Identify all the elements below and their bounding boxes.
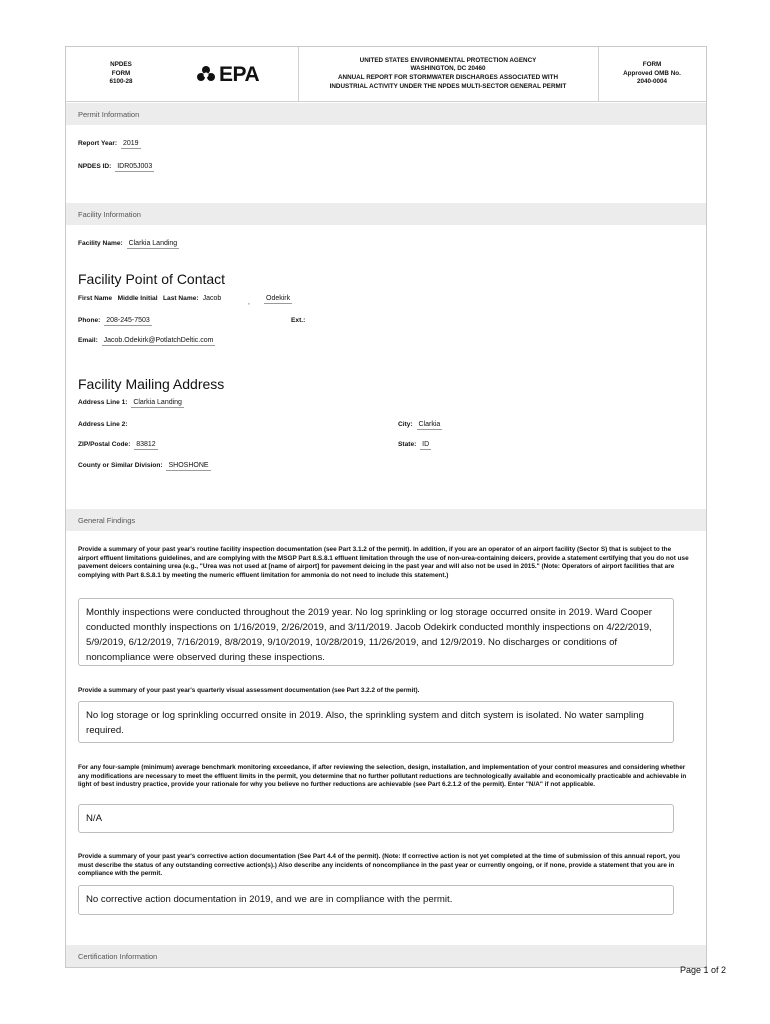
report-year-field: Report Year: 2019 xyxy=(78,140,139,147)
contact-heading: Facility Point of Contact xyxy=(78,271,226,287)
general-findings-header: General Findings xyxy=(66,509,706,531)
last-name-value: Odekirk xyxy=(266,295,291,302)
state-field: State: ID xyxy=(398,441,430,448)
mailing-heading: Facility Mailing Address xyxy=(78,376,225,392)
county-field: County or Similar Division: SHOSHONE xyxy=(78,462,209,469)
corrective-action-question: Provide a summary of your past year's corrective action documentation (See Part 4.4 of the permit). (Note: If corrective action is not yet completed at the time of submission of this annual report, you must describe the status of any outstanding corrective action(s).) Also describe any incidents of noncompliance in the past year or currently ongoing, or if none, provide a statement that you are in compliance with the permit. xyxy=(78,853,681,878)
form-page: NPDES FORM 6100-28 EPA UNITED STATES ENVIRONMENTAL PROTECTION AGENCY WASHINGTON, DC 20460 ANNUAL REPORT FOR STORMWATER DISCHARGES ASSOCIATED WITH INDUSTRIAL ACTIVITY UNDER THE NPDES MULTI-SECTOR GENERAL PERMIT FORM Approved OMB No. 2040-0004 Permit Information Report Year: 2019 NPDES ID: IDR05J003 Facility Information Facility Name: Clarkia Landing Facility Point of Contact First Name Middle Initial Last Name: Jacob , Odekirk Phone: 208-245-7503 Ext.: Email: Jacob.Odekirk@PotlatchDeltic.com Facility Mailing Address Address Line 1: Clarkia Landing Address Line 2: City: Clarkia ZIP/Postal Code: 83812 State: ID County or Similar Division: SHOSHONE General Findings Provide a summary of your past year's routine facility inspection documentation (see Part 3.1.2 of the permit). In addition, if you are an operator of an airport facility (Sector S) that is subject to the airport effluent limitations guidelines, and are complying with the MSGP Part 8.S.8.1 effluent limitation through the use of non-urea-containing deicers, provide a statement certifying that you do not use pavement deicers containing urea (e.g., "Urea was not used at [name of airport] for pavement deicing in the past year and will also not be used in 2015." (Note: Operators of airport facilities that are complying with Part 8.S.8.1 by meeting the numeric effluent limitation for ammonia do not need to include this statement.) Monthly inspections were conducted throughout the 2019 year. No log sprinkling or log storage occurred onsite in 2019. Ward Cooper conducted monthly inspections on 1/16/2019, 2/26/2019, and 3/11/2019. Jacob Odekirk conducted monthly inspections on 4/22/2019, 5/9/2019, 6/12/2019, 7/16/2019, 8/8/2019, 9/10/2019, 10/28/2019, 11/26/2019, and 12/9/2019. No discharges or conditions of noncompliance were observed during these inspections. Provide a summary of your past year's quarterly visual assessment documentation (see Part 3.2.2 of the permit). No log storage or log sprinkling occurred onsite in 2019. Also, the sprinkling system and ditch system is isolated. No water sampling required. For any four-sample (minimum) average benchmark monitoring exceedance, if after reviewing the selection, design, installation, and implementation of your control measures and considering whether any modifications are necessary to meet the effluent limits in the permit, you determine that no further pollutant reductions are technologically available and economically practicable and achievable in light of best industry practice, provide your rationale for why you believe no further reductions are achievable (see Part 6.2.1.2 of the permit). Enter "N/A" if not applicable. N/A Provide a summary of your past year's corrective action documentation (See Part 4.4 of the permit). (Note: If corrective action is not yet completed at the time of submission of this annual report, you must describe the status of any outstanding corrective action(s).) Also describe any incidents of noncompliance in the past year or currently ongoing, or if none, provide a statement that you are in compliance with the permit. No corrective action documentation in 2019, and we are in compliance with the permit. Certification Information xyxy=(65,46,707,968)
zip-field: ZIP/Postal Code: 83812 xyxy=(78,441,156,448)
omb-approval: FORM Approved OMB No. 2040-0004 xyxy=(623,61,681,86)
form-header xyxy=(66,47,706,102)
email-field: Email: Jacob.Odekirk@PotlatchDeltic.com xyxy=(78,337,214,344)
page-number: Page 1 of 2 xyxy=(680,965,727,975)
certification-section-header: Certification Information xyxy=(66,945,706,967)
benchmark-answer[interactable]: N/A xyxy=(78,804,674,833)
form-number: NPDES FORM 6100-28 xyxy=(109,61,133,86)
contact-name-field: First Name Middle Initial Last Name: Jacob xyxy=(78,295,222,302)
facility-section-header: Facility Information xyxy=(66,203,706,225)
phone-field: Phone: 208-245-7503 xyxy=(78,317,150,324)
inspection-question: Provide a summary of your past year's routine facility inspection documentation (see Part 3.1.2 of the permit). In addition, if you are an operator of an airport facility (Sector S) that is subject to the airport effluent limitations guidelines, and are complying with the MSGP Part 8.S.8.1 effluent limitation through the use of non-urea-containing deicers, provide a statement certifying that you do not use pavement deicers containing urea (e.g., "Urea was not used at [name of airport] for pavement deicing in the past year and will also not be used in 2015." (Note: Operators of airport facilities that are complying with Part 8.S.8.1 by meeting the numeric effluent limitation for ammonia do not need to include this statement.) xyxy=(78,546,689,579)
epa-logo: EPA xyxy=(196,64,259,86)
permit-section-header: Permit Information xyxy=(66,103,706,125)
epa-flower-icon xyxy=(196,65,216,85)
inspection-answer[interactable]: Monthly inspections were conducted throughout the 2019 year. No log sprinkling or log storage occurred onsite in 2019. Ward Cooper conducted monthly inspections on 1/16/2019, 2/26/2019, and 3/11/2019. Jacob Odekirk conducted monthly inspections on 4/22/2019, 5/9/2019, 6/12/2019, 7/16/2019, 8/8/2019, 9/10/2019, 10/28/2019, 11/26/2019, and 12/9/2019. No discharges or conditions of noncompliance were observed during these inspections. xyxy=(78,598,674,666)
visual-assessment-question: Provide a summary of your past year's quarterly visual assessment documentation (see Part 3.2.2 of the permit). xyxy=(78,687,420,694)
benchmark-question: For any four-sample (minimum) average benchmark monitoring exceedance, if after reviewing the selection, design, installation, and implementation of your control measures and considering whether any modifications are necessary to meet the effluent limits in the permit, you determine that no further pollutant reductions are technologically available and economically practicable and achievable in light of best industry practice, provide your rationale for why you believe no further reductions are achievable (see Part 6.2.1.2 of the permit). Enter "N/A" if not applicable. xyxy=(78,764,687,789)
facility-name-field: Facility Name: Clarkia Landing xyxy=(78,240,178,247)
npdes-id-field: NPDES ID: IDR05J003 xyxy=(78,163,153,170)
ext-field: Ext.: xyxy=(291,317,306,324)
address-line2-field: Address Line 2: xyxy=(78,421,128,428)
visual-assessment-answer[interactable]: No log storage or log sprinkling occurred onsite in 2019. Also, the sprinkling system and ditch system is isolated. No water sampling required. xyxy=(78,701,674,743)
corrective-action-answer[interactable]: No corrective action documentation in 2019, and we are in compliance with the permit. xyxy=(78,885,674,915)
city-field: City: Clarkia xyxy=(398,421,441,428)
agency-title: UNITED STATES ENVIRONMENTAL PROTECTION AGENCY WASHINGTON, DC 20460 ANNUAL REPORT FOR STORMWATER DISCHARGES ASSOCIATED WITH INDUSTRIAL ACTIVITY UNDER THE NPDES MULTI-SECTOR GENERAL PERMIT xyxy=(329,56,567,90)
address-line1-field: Address Line 1: Clarkia Landing xyxy=(78,399,182,406)
